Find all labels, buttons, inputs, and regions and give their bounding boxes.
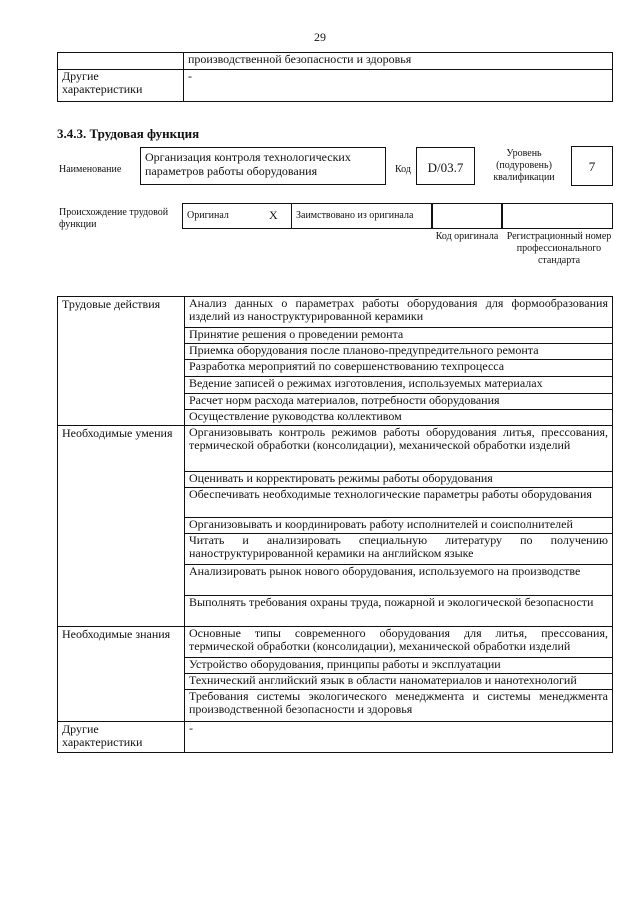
original-label: Оригинал [187, 210, 229, 221]
table-row: Требования системы экологического менеджмента и системы менеджмента производственной безопасности и здоровья [185, 690, 613, 722]
other-characteristics-label: Другие характеристики [58, 70, 184, 102]
function-name: Организация контроля технологических параметров работы оборудования [140, 147, 386, 185]
registration-number-caption: Регистрационный номер профессионального стандарта [506, 231, 612, 266]
table-row: - [185, 722, 613, 753]
origin-label: Происхождение трудовой функции [59, 207, 169, 230]
previous-table-tail [57, 52, 613, 102]
empty-cell [58, 53, 184, 70]
table-row: Осуществление руководства коллективом [185, 410, 613, 426]
table-row: Основные типы современного оборудования для литья, прессования, термической обработки (консолидации), механической обработки изделий [185, 627, 613, 658]
category-labor-actions: Трудовые действия [58, 297, 185, 426]
table-row: Принятие решения о проведении ремонта [185, 328, 613, 344]
continued-text: производственной безопасности и здоровья [184, 53, 613, 70]
code-value: D/03.7 [416, 147, 475, 185]
table-row: Устройство оборудования, принципы работы и эксплуатации [185, 658, 613, 674]
table-row: Выполнять требования охраны труда, пожарной и экологической безопасности [185, 596, 613, 627]
table-row: Анализ данных о параметрах работы оборудования для формообразования изделий из наноструктурированной керамики [185, 297, 613, 328]
function-details-table [57, 296, 613, 753]
table-row: Читать и анализировать специальную литературу по получению наноструктурированной керамики на английском языке [185, 534, 613, 565]
table-row: Обеспечивать необходимые технологические параметры работы оборудования [185, 488, 613, 518]
table-row: Анализировать рынок нового оборудования, используемого на производстве [185, 565, 613, 596]
table-row: Организовывать контроль режимов работы оборудования литья, прессования, термической обработки (консолидации), механической обработки изделий [185, 426, 613, 472]
table-row: Оценивать и корректировать режимы работы оборудования [185, 472, 613, 488]
qualification-level-label: Уровень (подуровень) квалификации [493, 148, 555, 183]
qualification-level-value: 7 [571, 146, 613, 186]
borrowed-label: Заимствовано из оригинала [296, 210, 414, 221]
table-row: Ведение записей о режимах изготовления, используемых материалах [185, 377, 613, 394]
page-number: 29 [314, 30, 326, 44]
table-row: Технический английский язык в области наноматериалов и нанотехнологий [185, 674, 613, 690]
category-required-knowledge: Необходимые знания [58, 627, 185, 722]
origin-box [182, 203, 432, 229]
table-row: Организовывать и координировать работу исполнителей и соисполнителей [185, 518, 613, 534]
original-code-box [432, 203, 502, 229]
code-label: Код [395, 164, 411, 175]
table-row: Расчет норм расхода материалов, потребности оборудования [185, 394, 613, 410]
table-row: Приемка оборудования после планово-предупредительного ремонта [185, 344, 613, 360]
name-label: Наименование [59, 164, 122, 175]
original-mark: X [269, 208, 278, 222]
divider [291, 204, 292, 228]
category-other-characteristics: Другие характеристики [58, 722, 185, 753]
table-row: Разработка мероприятий по совершенствованию техпроцесса [185, 360, 613, 377]
category-required-skills: Необходимые умения [58, 426, 185, 627]
section-title: 3.4.3. Трудовая функция [57, 126, 200, 141]
registration-number-box [502, 203, 613, 229]
other-characteristics-value: - [184, 70, 613, 102]
original-code-caption: Код оригинала [435, 231, 499, 242]
